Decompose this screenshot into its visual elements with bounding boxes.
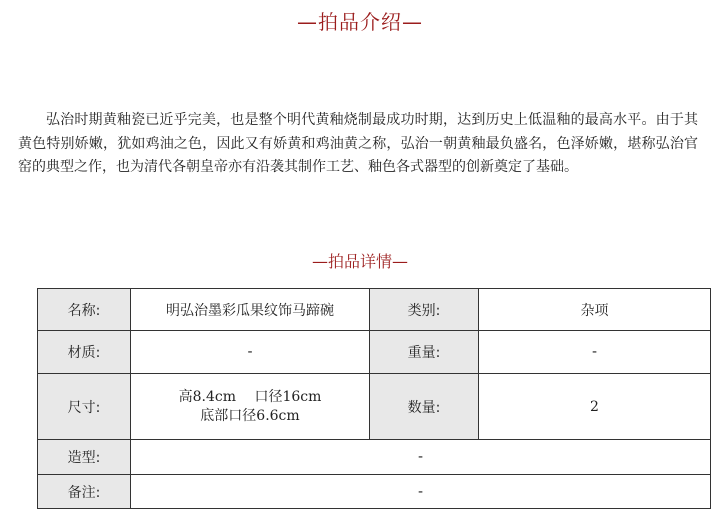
- table-row: [38, 289, 711, 331]
- details-section-title: —拍品详情—: [311, 252, 408, 271]
- quantity-value: 2: [479, 374, 711, 440]
- name-label: 名称:: [38, 289, 131, 331]
- size-label: 尺寸:: [38, 374, 131, 440]
- material-label: 材质:: [38, 331, 131, 374]
- table-row: [38, 440, 711, 475]
- intro-paragraph: 弘治时期黄釉瓷已近乎完美，也是整个明代黄釉烧制最成功时期，达到历史上低温釉的最高水平。由于其黄色特别娇嫩，犹如鸡油之色，因此又有娇黄和鸡油黄之称，弘治一朝黄釉最负盛名，色泽娇嫩，堪称弘治官窑的典型之作，也为清代各朝皇帝亦有沿袭其制作工艺、釉色各式器型的创新奠定了基础。: [18, 112, 698, 175]
- material-value: -: [131, 331, 370, 374]
- remarks-label: 备注:: [38, 475, 131, 509]
- table-row: [38, 331, 711, 374]
- weight-value: -: [479, 331, 711, 374]
- intro-section-title: —拍品介绍—: [297, 10, 423, 34]
- quantity-label: 数量:: [370, 374, 479, 440]
- shape-label: 造型:: [38, 440, 131, 475]
- table-row: [38, 374, 711, 440]
- size-value: [131, 374, 370, 440]
- size-base-diameter: 底部口径6.6cm: [200, 407, 300, 424]
- size-dimensions: 高8.4cm 口径16cm: [178, 388, 322, 405]
- category-value: 杂项: [479, 289, 711, 331]
- remarks-value: -: [131, 475, 711, 509]
- details-table: [37, 288, 711, 509]
- category-label: 类别:: [370, 289, 479, 331]
- table-row: [38, 475, 711, 509]
- shape-value: -: [131, 440, 711, 475]
- name-value: 明弘治墨彩瓜果纹饰马蹄碗: [131, 289, 370, 331]
- weight-label: 重量:: [370, 331, 479, 374]
